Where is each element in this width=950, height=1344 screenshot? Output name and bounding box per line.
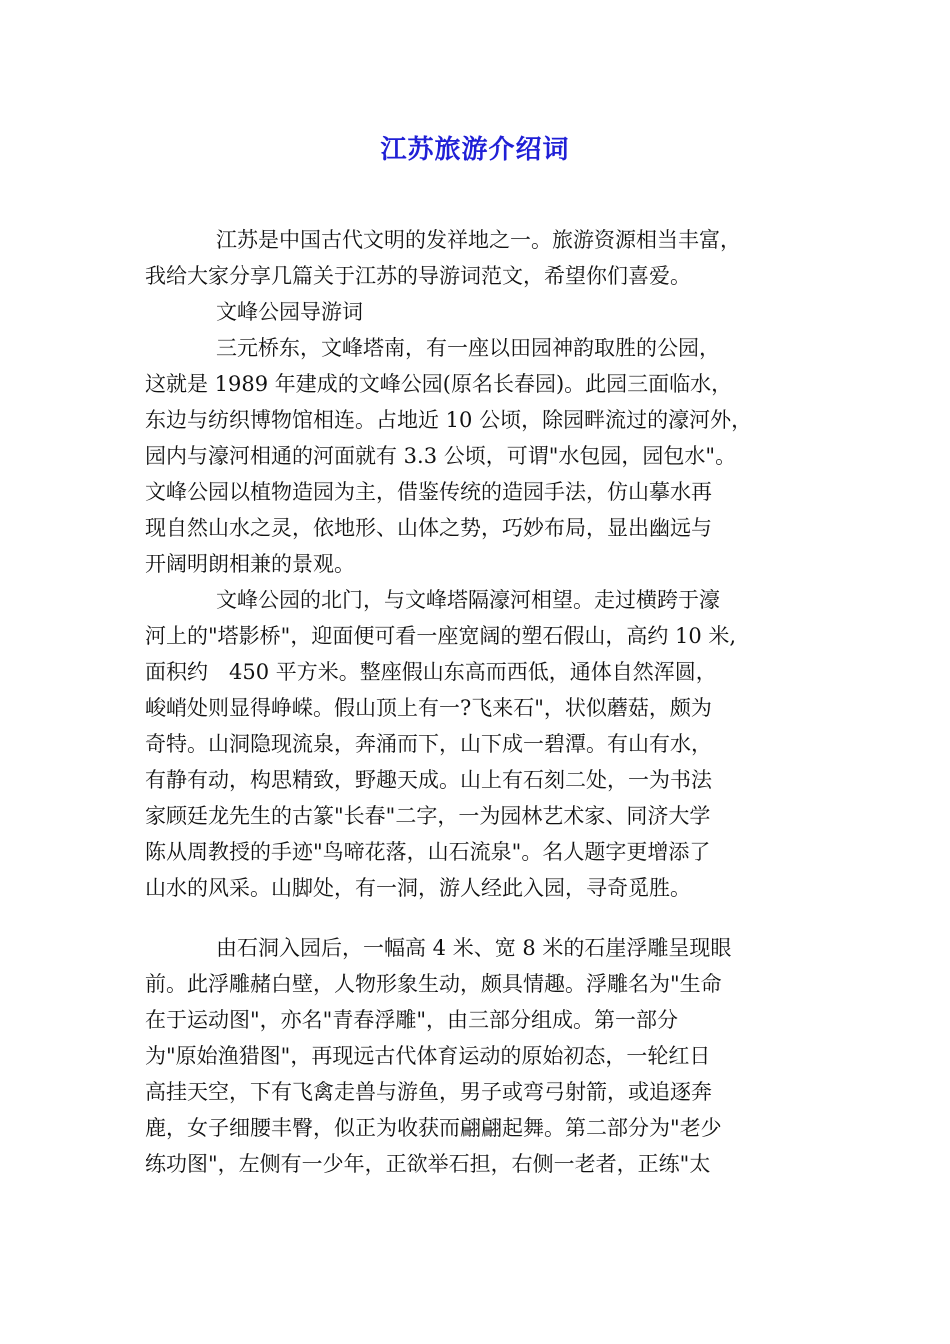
text-line: 陈从周教授的手迹"鸟啼花落，山石流泉"。名人题字更增添了 xyxy=(145,840,711,864)
section-heading: 文峰公园导游词 xyxy=(216,300,363,324)
text-line: 由石洞入园后，一幅高 4 米、宽 8 米的石崖浮雕呈现眼 xyxy=(216,936,732,960)
text-line: 山水的风采。山脚处，有一洞，游人经此入园，寻奇觅胜。 xyxy=(145,876,691,900)
text-line: 高挂天空，下有飞禽走兽与游鱼，男子或弯弓射箭，或追逐奔 xyxy=(145,1080,712,1104)
text-line: 现自然山水之灵，依地形、山体之势，巧妙布局，显出幽远与 xyxy=(145,516,712,540)
text-line: 在于运动图"，亦名"青春浮雕"，由三部分组成。第一部分 xyxy=(145,1008,678,1032)
text-line: 江苏是中国古代文明的发祥地之一。旅游资源相当丰富， xyxy=(216,228,741,252)
text-line: 鹿，女子细腰丰臀，似正为收获而翩翩起舞。第二部分为"老少 xyxy=(145,1116,722,1140)
text-line: 开阔明朗相兼的景观。 xyxy=(145,552,355,576)
document-title: 江苏旅游介绍词 xyxy=(380,135,570,165)
text-line: 园内与濠河相通的河面就有 3.3 公顷，可谓"水包园，园包水"。 xyxy=(145,444,737,468)
text-line: 前。此浮雕赭白壁，人物形象生动，颇具情趣。浮雕名为"生命 xyxy=(145,972,722,996)
text-line: 文峰公园的北门，与文峰塔隔濠河相望。走过横跨于濠 xyxy=(216,588,720,612)
text-line: 文峰公园以植物造园为主，借鉴传统的造园手法，仿山摹水再 xyxy=(145,480,712,504)
text-line: 有静有动，构思精致，野趣天成。山上有石刻二处，一为书法 xyxy=(145,768,712,792)
text-line: 面积约 450 平方米。整座假山东高而西低，通体自然浑圆， xyxy=(145,660,717,684)
text-line: 东边与纺织博物馆相连。占地近 10 公顷，除园畔流过的濠河外， xyxy=(145,408,753,432)
text-line: 我给大家分享几篇关于江苏的导游词范文，希望你们喜爱。 xyxy=(145,264,691,288)
text-line: 家顾廷龙先生的古篆"长春"二字，一为园林艺术家、同济大学 xyxy=(145,804,711,828)
text-line: 为"原始渔猎图"，再现远古代体育运动的原始初态，一轮红日 xyxy=(145,1044,711,1068)
text-line: 峻峭处则显得峥嵘。假山顶上有一?飞来石"，状似蘑菇，颇为 xyxy=(145,696,712,720)
text-line: 三元桥东，文峰塔南，有一座以田园神韵取胜的公园， xyxy=(216,336,720,360)
text-line: 这就是 1989 年建成的文峰公园(原名长春园)。此园三面临水， xyxy=(145,372,733,396)
text-line: 奇特。山洞隐现流泉，奔涌而下，山下成一碧潭。有山有水， xyxy=(145,732,712,756)
text-line: 练功图"，左侧有一少年，正欲举石担，右侧一老者，正练"太 xyxy=(145,1152,711,1176)
text-line: 河上的"塔影桥"，迎面便可看一座宽阔的塑石假山，高约 10 米, xyxy=(145,624,737,648)
